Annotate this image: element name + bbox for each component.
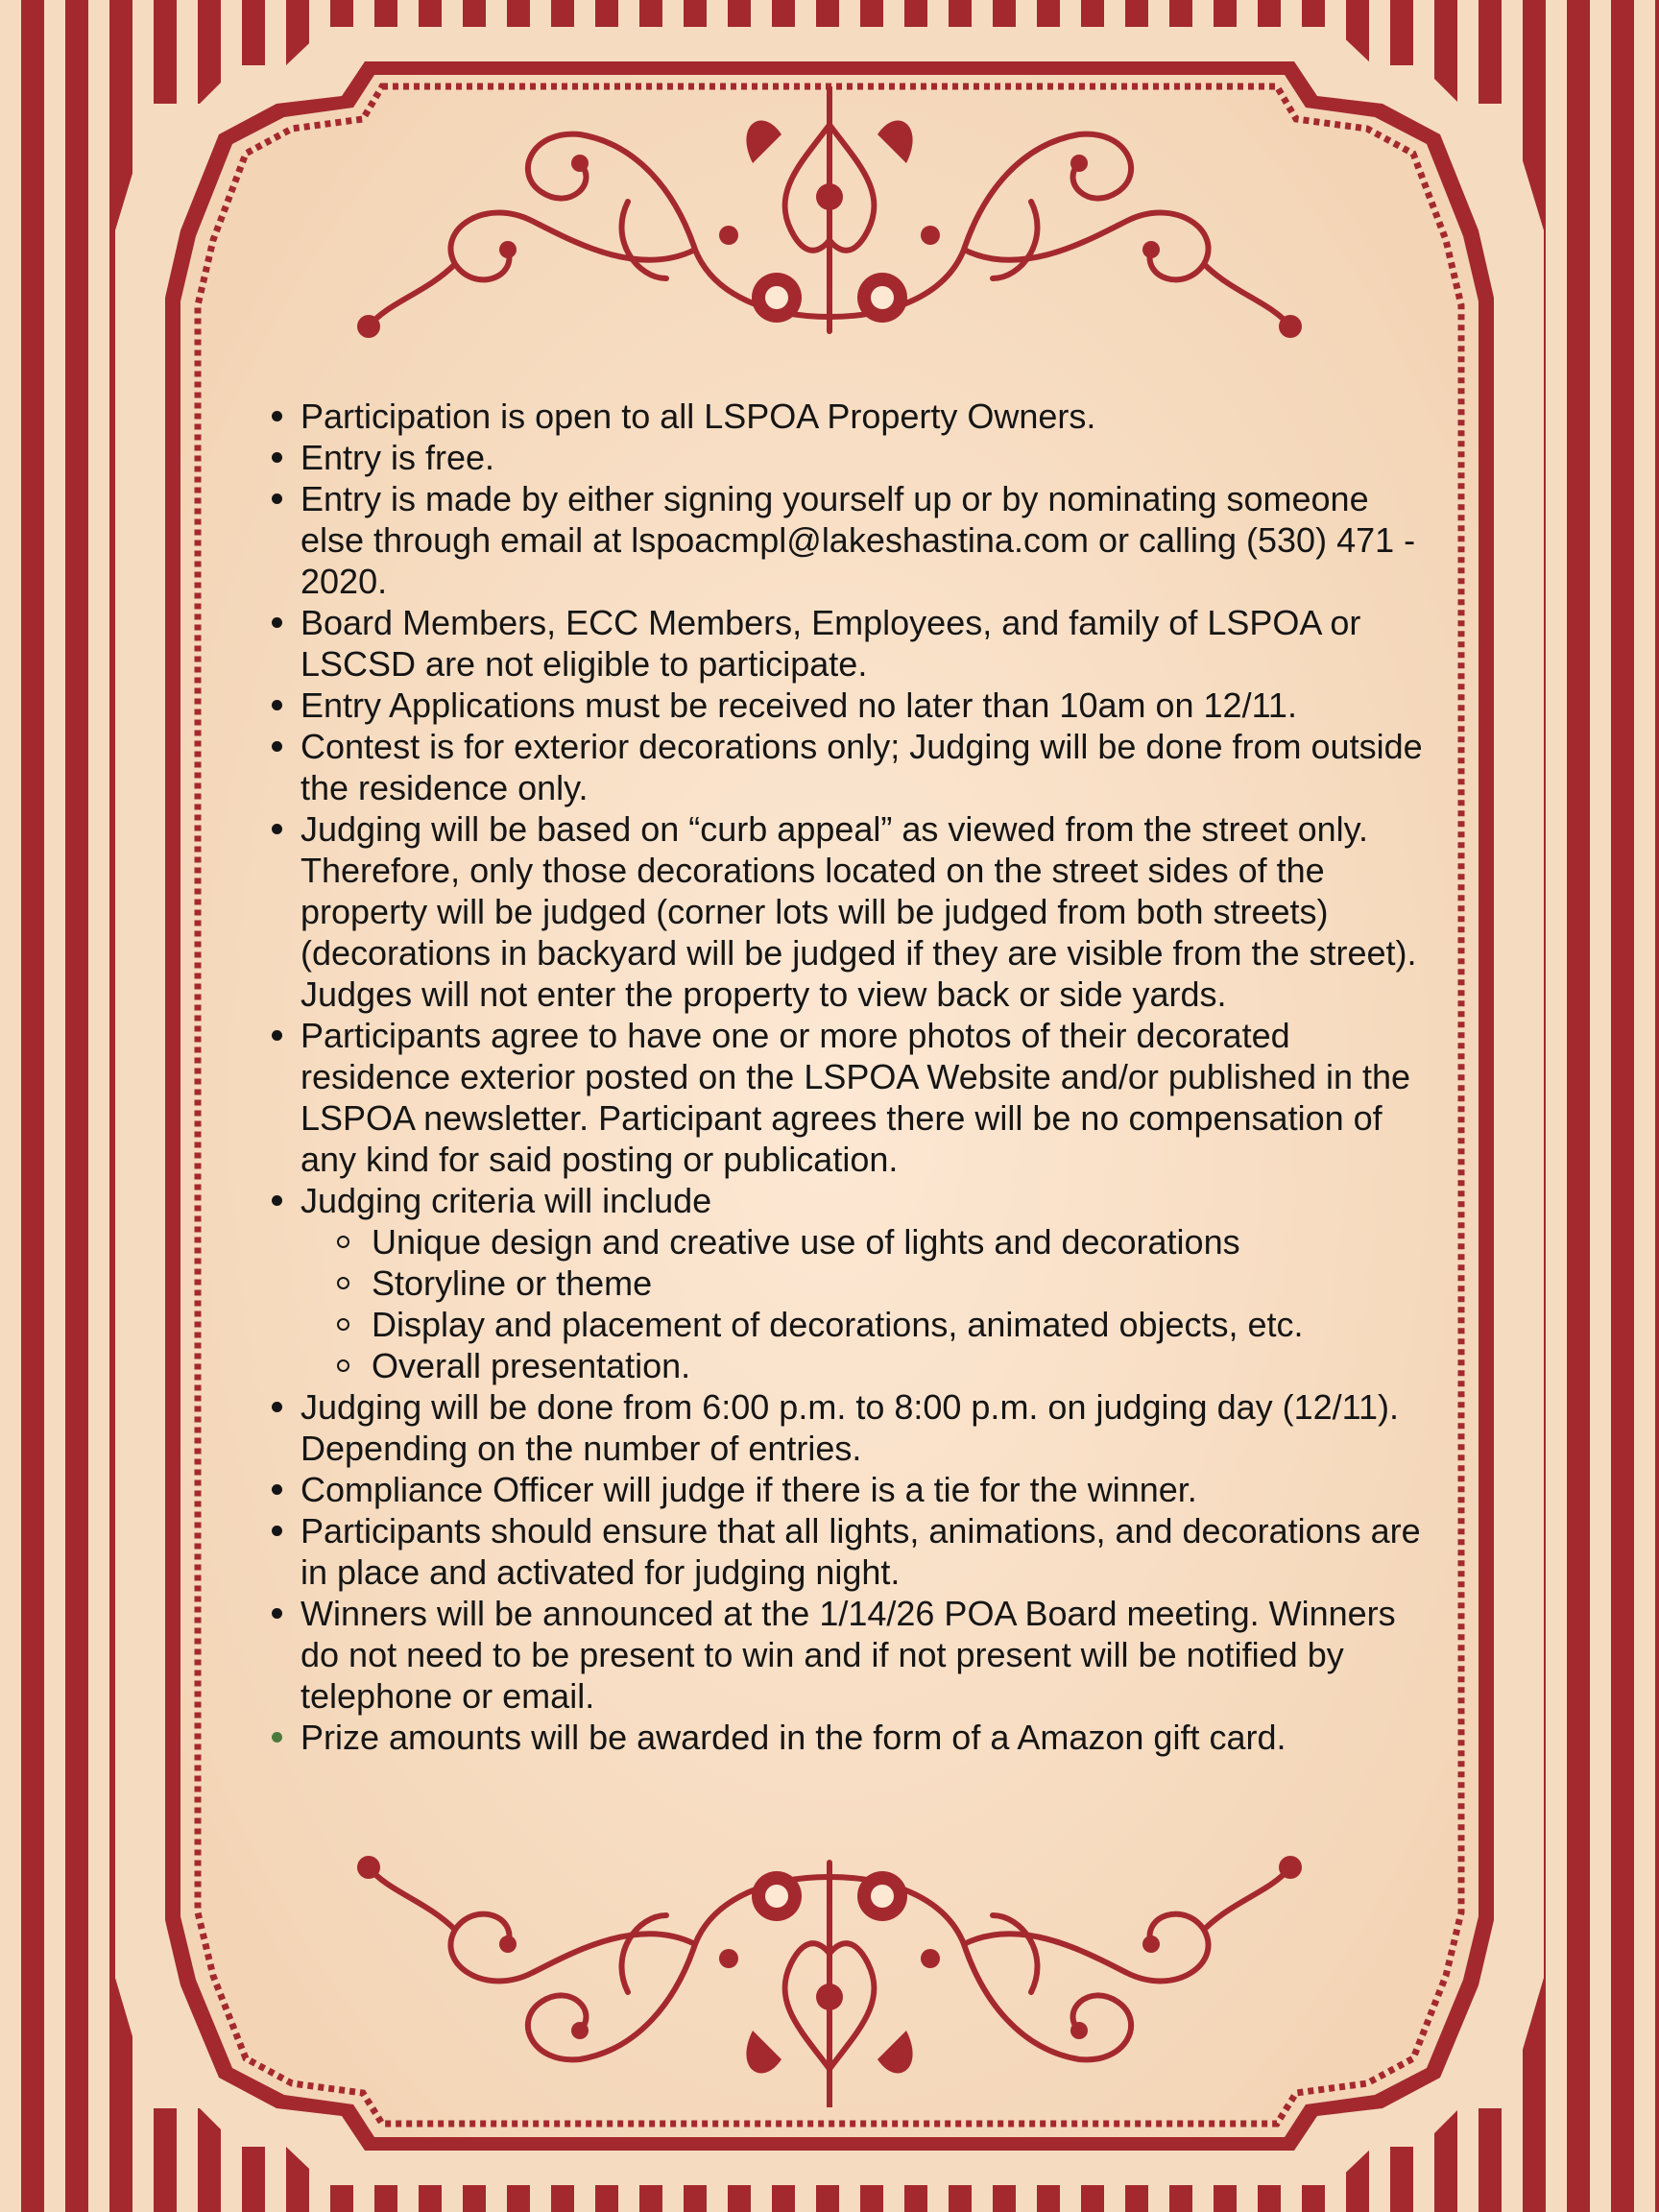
criteria-item: Storyline or theme xyxy=(372,1262,1424,1304)
criteria-list xyxy=(301,1221,1424,1386)
rule-item: Judging will be based on “curb appeal” as viewed from the street only. Therefore, only those decorations located on the street sides of the property will be judged (corner lots will be judged from both streets)(decorations in backyard will be judged if they are visible from the street). Judges will not enter the property to view back or side yards. xyxy=(272,808,1424,1015)
rule-item: Entry is free. xyxy=(272,437,1424,478)
rule-item: Participation is open to all LSPOA Property Owners. xyxy=(272,396,1424,437)
rule-item: Contest is for exterior decorations only; Judging will be done from outside the residence only. xyxy=(272,726,1424,808)
rule-item: Winners will be announced at the 1/14/26 POA Board meeting. Winners do not need to be present to win and if not present will be notified by telephone or email. xyxy=(272,1593,1424,1717)
rule-item: Entry is made by either signing yourself up or by nominating someone else through email at lspoacmpl@lakeshastina.com or calling (530) 471 - 2020. xyxy=(272,478,1424,602)
rule-item: Judging will be done from 6:00 p.m. to 8:00 p.m. on judging day (12/11). Depending on the number of entries. xyxy=(272,1386,1424,1469)
criteria-item: Overall presentation. xyxy=(372,1345,1424,1386)
rule-item: Entry Applications must be received no later than 10am on 12/11. xyxy=(272,685,1424,726)
rule-item: Board Members, ECC Members, Employees, and family of LSPOA or LSCSD are not eligible to participate. xyxy=(272,602,1424,685)
rule-item: Participants should ensure that all lights, animations, and decorations are in place and activated for judging night. xyxy=(272,1510,1424,1593)
bottom-ornament-icon xyxy=(349,1848,1310,2107)
judging-criteria-label: Judging criteria will include xyxy=(301,1181,712,1220)
rules-list xyxy=(272,396,1424,1758)
rule-item: Compliance Officer will judge if there is a tie for the winner. xyxy=(272,1469,1424,1510)
top-ornament-icon xyxy=(349,86,1310,346)
rule-item: Participants agree to have one or more photos of their decorated residence exterior posted on the LSPOA Website and/or published in the LSPOA newsletter. Participant agrees there will be no compensation of any kind for said posting or publication. xyxy=(272,1015,1424,1180)
rules-section xyxy=(272,396,1424,1758)
criteria-item: Unique design and creative use of lights and decorations xyxy=(372,1221,1424,1262)
criteria-item: Display and placement of decorations, animated objects, etc. xyxy=(372,1304,1424,1345)
rule-item: Prize amounts will be awarded in the form of a Amazon gift card. xyxy=(272,1717,1424,1758)
rule-item-judging-criteria xyxy=(272,1180,1424,1386)
